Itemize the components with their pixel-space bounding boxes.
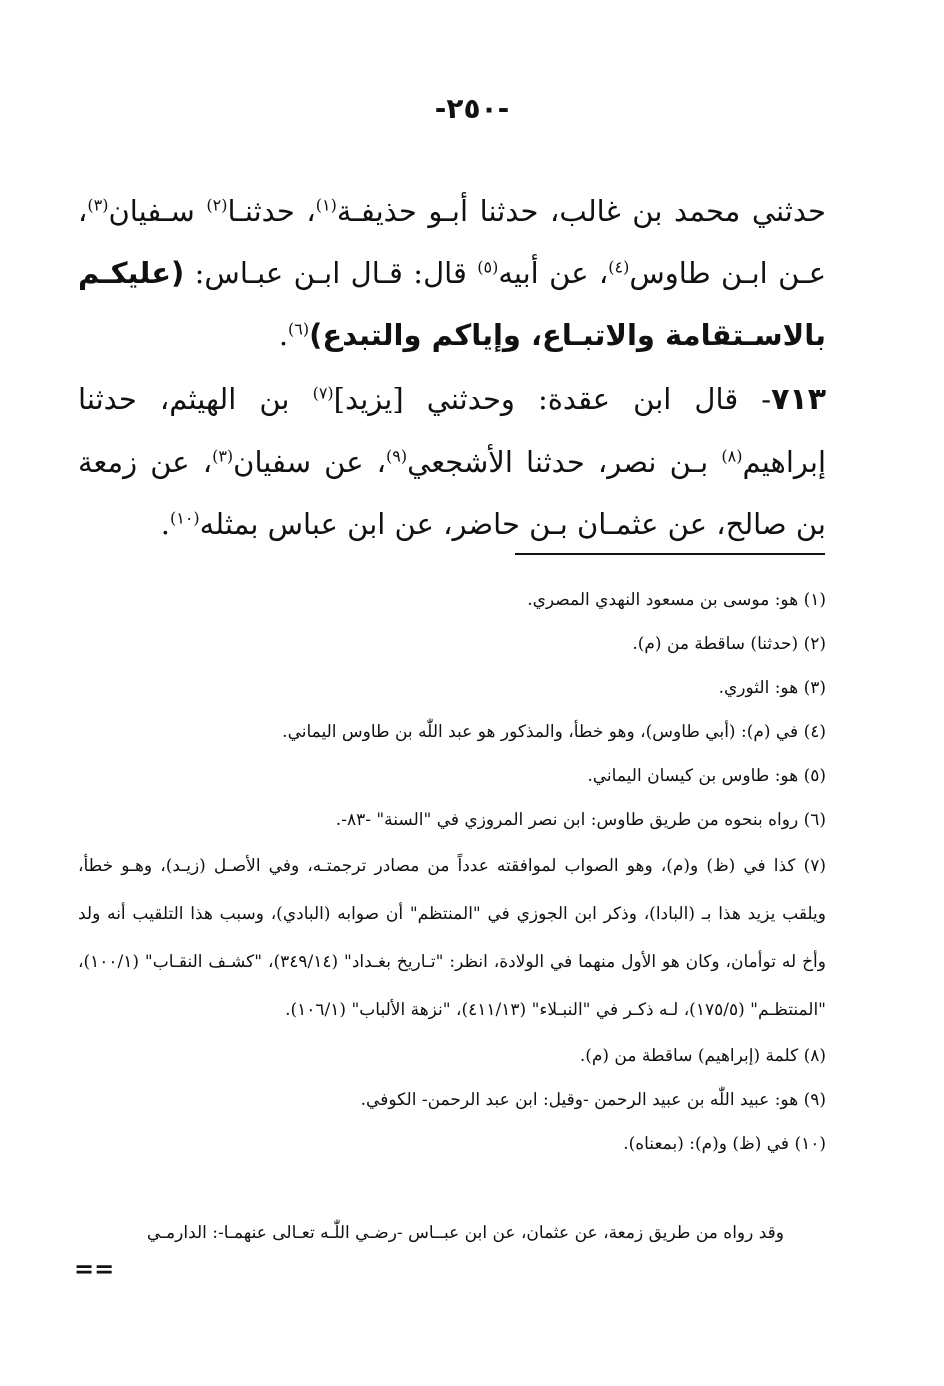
footnote-5: (٥) هو: طاوس بن كيسان اليماني. [587,766,826,786]
hadith-number: ٧١٣ [771,382,827,417]
footnotes [78,578,826,1166]
text: ، حدثنـا [227,194,316,228]
footnote-ref[interactable]: (٧) [312,383,334,403]
text: بـن نصر، حدثنا الأشجعي [407,445,722,479]
footnote-ref[interactable]: (٨) [721,446,743,466]
footnote-ref[interactable]: (٩) [386,446,408,466]
text: بن الهيثم، حدثنا إبراهيم [78,382,827,479]
footnote-2: (٢) (حدثنا) ساقطة من (م). [632,634,826,654]
text: ، عن زمعة بن صالح، عن عثمـان بـن حاضر، عن ابن عباس بمثله [78,445,826,541]
footnote-ref[interactable]: (١٠) [169,508,200,528]
footnote-ref[interactable]: (٣) [212,446,234,466]
text: حدثني محمد بن غالب، حدثنا أبـو حذيفـة [336,194,826,228]
footnote-6: (٦) رواه بنحوه من طريق طاوس: ابن نصر المروزي في "السنة" -٨٣-. [335,810,826,830]
paragraph-712 [78,180,826,366]
footnote-4: (٤) في (م): (أبي طاوس)، وهو خطأ، والمذكور هو عبد اللّٰه بن طاوس اليماني. [282,722,826,742]
main-text [78,180,826,555]
footnote-ref[interactable]: (١) [315,195,337,215]
footnote-ref[interactable]: (٦) [288,319,310,339]
footnote-divider [515,553,825,555]
footnote-8: (٨) كلمة (إبراهيم) ساقطة من (م). [579,1046,826,1066]
footnote-7: (٧) كذا في (ظ) و(م)، وهو الصواب لموافقته عدداً من مصادر ترجمتـه، وفي الأصـل (زيـد)، وهـو خطأ، ويلقب يزيد هذا بـ (البادا)، وذكر ابن الجوزي في "المنتظم" أن صوابه (البادي)، وسبب هذا التلقيب أنه ولد وأخ له توأمان، وكان هو الأول منهما في الولادة، انظر: "تـاريخ بغـداد" (٣٤٩/١٤)، "كشـف النقـاب" (١٠٠/١)، "المنتظـم" (١٧٥/٥)، لـه ذكـر في "النبـلاء" (٤١١/١٣)، "نزهة الألباب" (١٠٦/١). [78,856,826,1020]
footnote-ref[interactable]: (٢) [206,195,228,215]
paragraph-713 [78,368,826,555]
text: سـفيان [108,194,207,228]
text: قال: قـال ابـن عبـاس: [184,256,478,290]
footnote-3: (٣) هو: الثوري. [718,678,826,698]
text: ، عن أبيه [498,256,609,290]
footnote-continuation: وقد رواه من طريق زمعة، عن عثمان، عن ابن عبــاس -رضـي اللّٰـه تعـالى عنهمـا-: الدارمـي [146,1223,784,1243]
page-number: -٢٥٠- [434,92,510,125]
footnote-1: (١) هو: موسى بن مسعود النهدي المصري. [527,590,826,610]
footnote-ref[interactable]: (٤) [608,257,630,277]
footnote-10: (١٠) في (ظ) و(م): (بمعناه). [623,1134,826,1154]
footnote-ref[interactable]: (٣) [87,195,109,215]
footnote-9: (٩) هو: عبيد اللّٰه بن عبيد الرحمن -وقيل: ابن عبد الرحمن- الكوفي. [360,1090,826,1110]
text: - قال ابن عقدة: وحدثني [يزيد] [333,382,772,416]
quoted-saying: (عليكـم بالاسـتقامة والاتبـاع، وإياكم والتبدع) [78,256,826,352]
text: . [160,507,170,541]
footnote-ref[interactable]: (٥) [477,257,499,277]
text: ، عـن ابـن طاوس [78,194,826,290]
text: ، عن سفيان [233,445,386,479]
continuation-mark: == [74,1255,115,1283]
text: . [278,318,289,352]
